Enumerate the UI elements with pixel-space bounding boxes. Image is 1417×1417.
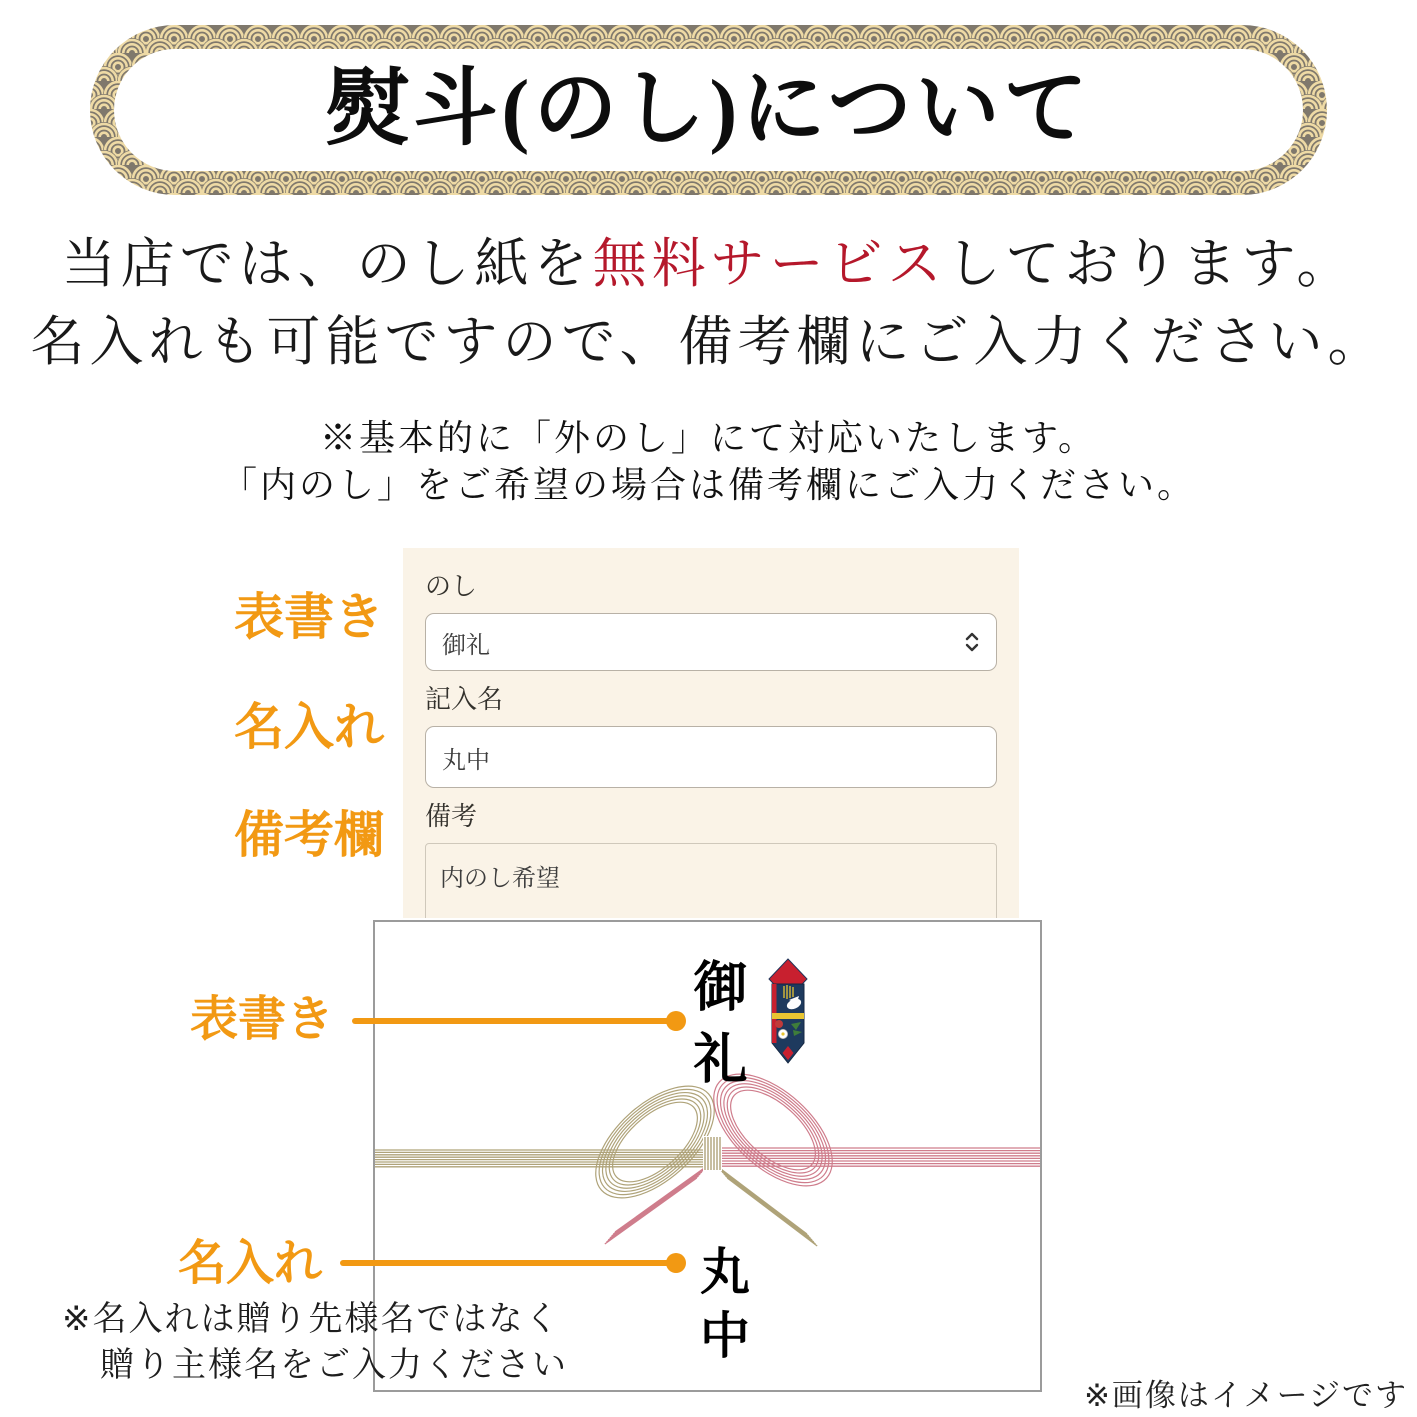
- order-form-panel: [403, 548, 1019, 918]
- notice-line1: ※基本的に「外のし」にて対応いたします。: [319, 418, 1098, 458]
- remarks-label: 備考: [425, 801, 478, 831]
- naire-footnote-line1: ※名入れは贈り先様名ではなく: [62, 1300, 561, 1338]
- form-callout-omotegaki: 表書き: [234, 589, 384, 645]
- title-banner: [90, 25, 1327, 195]
- naire-footnote-line2: 贈り主様名をご入力ください: [100, 1346, 568, 1384]
- noshi-ornament-icon: [763, 958, 813, 1072]
- intro-free-service-highlight: 無料サービス: [592, 234, 947, 294]
- remarks-textarea[interactable]: [425, 843, 997, 918]
- page-title: 熨斗(のし)について: [325, 63, 1092, 156]
- paper-callout-omotegaki: 表書き: [190, 993, 335, 1046]
- noshi-naire-text: 丸中: [693, 1245, 749, 1373]
- omotegaki-pointer-line: [352, 1018, 670, 1024]
- naire-pointer-line: [340, 1260, 670, 1266]
- notice-line2: 「内のし」をご希望の場合は備考欄にご入力ください。: [220, 465, 1196, 505]
- naire-footnote: [62, 1296, 568, 1388]
- paper-callout-naire: 名入れ: [178, 1237, 323, 1290]
- noshi-select[interactable]: [425, 613, 997, 671]
- form-callout-bikoran: 備考欄: [234, 807, 384, 863]
- naire-pointer-dot: [666, 1253, 686, 1273]
- name-input-label: 記入名: [425, 684, 504, 714]
- name-input[interactable]: [425, 726, 997, 788]
- noshi-omotegaki-text: 御礼: [686, 958, 746, 1102]
- intro-line1: [0, 221, 1417, 298]
- image-disclaimer: ※画像はイメージです: [1083, 1378, 1408, 1413]
- intro-line1-pre: 当店では、のし紙を: [61, 234, 593, 294]
- title-banner-inner: [114, 49, 1303, 171]
- intro-line2: 名入れも可能ですので、備考欄にご入力ください。: [30, 312, 1387, 372]
- noshi-select-label: のし: [425, 571, 478, 601]
- select-updown-chevron-icon: [964, 630, 980, 654]
- intro-line1-post: しております。: [946, 234, 1356, 294]
- omotegaki-pointer-dot: [666, 1011, 686, 1031]
- noshi-select-value: 御礼: [442, 631, 490, 659]
- form-callout-naire: 名入れ: [234, 699, 384, 755]
